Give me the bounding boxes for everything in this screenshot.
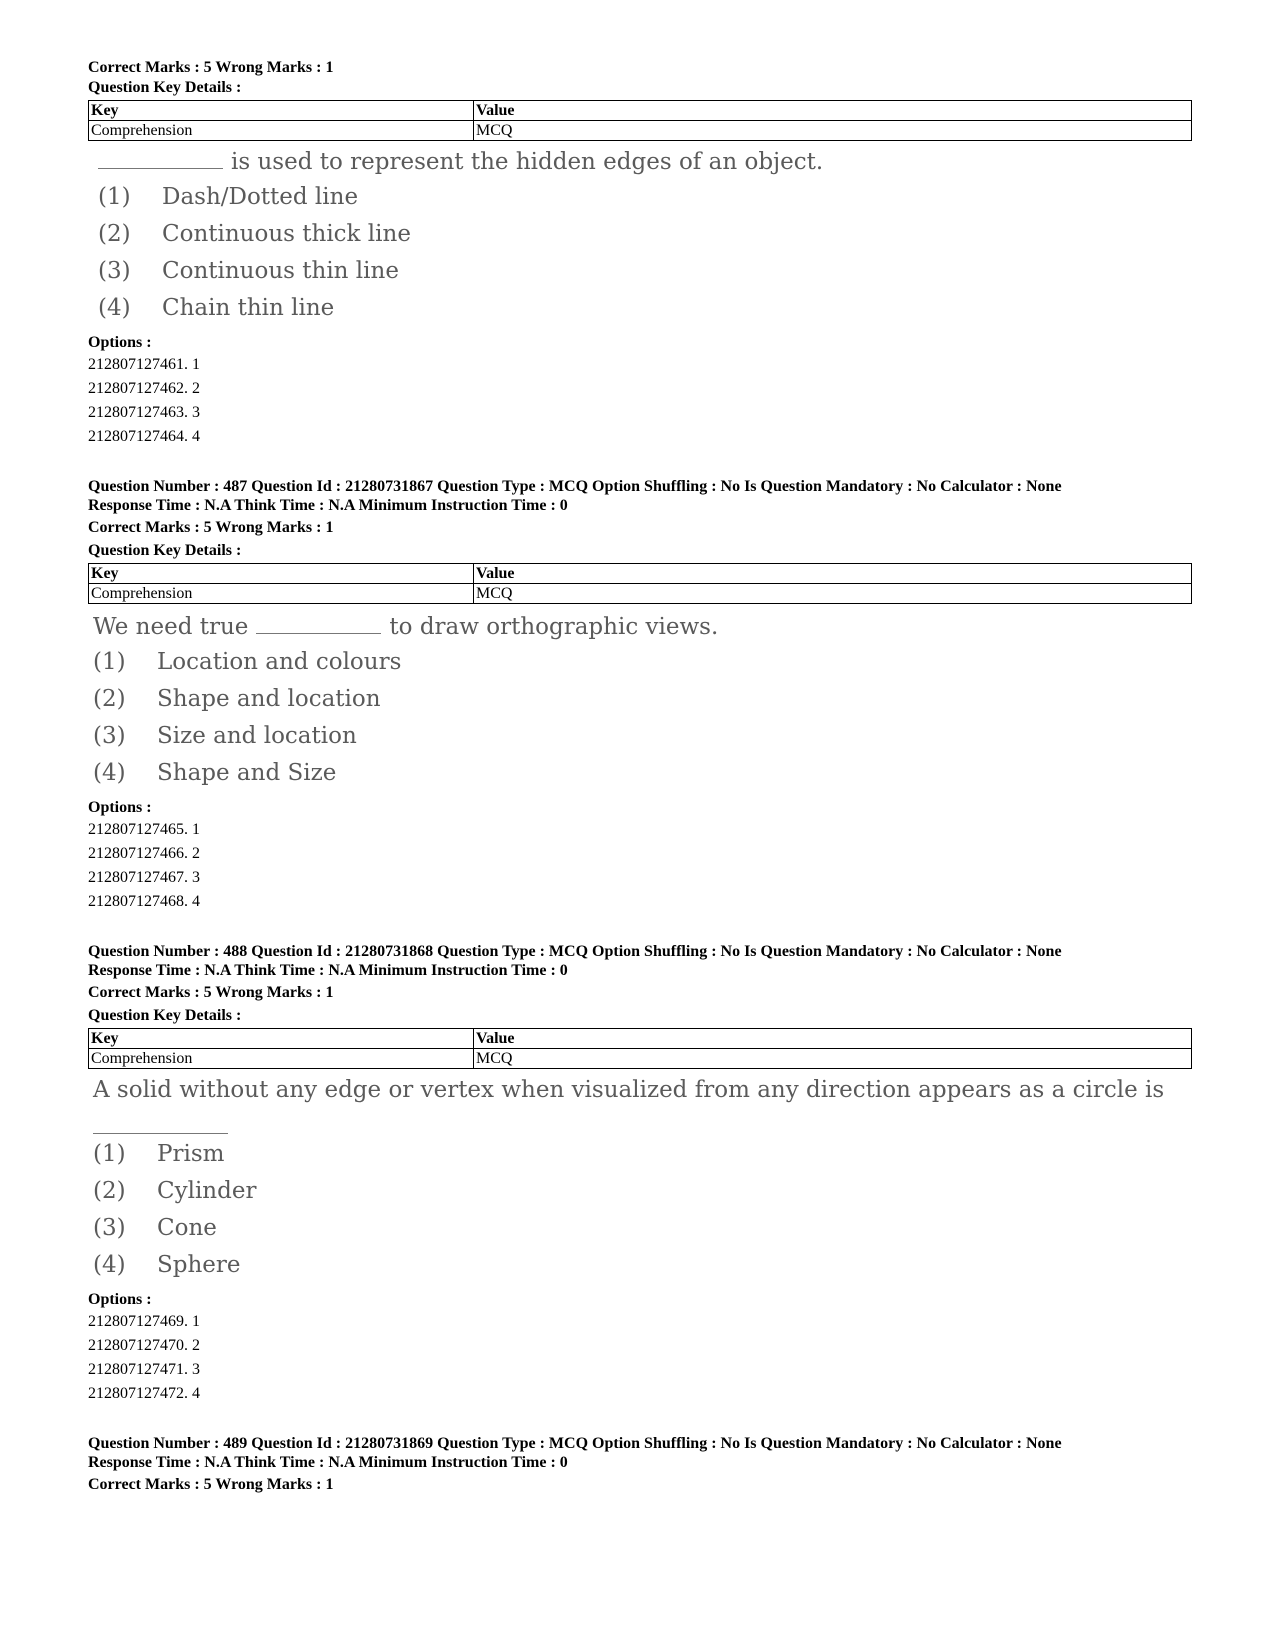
key-details-label: Question Key Details : <box>88 1007 242 1024</box>
fill-blank <box>256 611 381 634</box>
choice-1: (1) Prism <box>93 1141 225 1167</box>
table-header-row <box>89 1029 1192 1049</box>
question-image <box>88 1073 1193 1284</box>
choice-2: (2) Shape and location <box>93 686 381 712</box>
option-id: 212807127468. 4 <box>88 893 200 910</box>
marks-line: Correct Marks : 5 Wrong Marks : 1 <box>88 59 334 76</box>
value-header: Value <box>474 101 1192 121</box>
choice-2: (2) Cylinder <box>93 1178 257 1204</box>
question-489 <box>88 1434 1193 1495</box>
options-block <box>88 1290 1193 1406</box>
value-header: Value <box>474 1029 1192 1049</box>
question-text: We need true to draw orthographic views. <box>88 610 1193 644</box>
question-header: Question Number : 487 Question Id : 21280731867 Question Type : MCQ Option Shuffling : No Is Question Mandatory : No Calculator : None <box>88 478 1062 495</box>
choice-3: (3) Cone <box>93 1215 217 1241</box>
key-header: Key <box>89 1029 474 1049</box>
choice-4: (4) Chain thin line <box>98 295 335 321</box>
question-image <box>88 145 1193 327</box>
key-details-label: Question Key Details : <box>88 542 242 559</box>
value-cell: MCQ <box>474 1049 1192 1069</box>
options-block <box>88 798 1193 914</box>
value-cell: MCQ <box>474 121 1192 141</box>
options-label: Options : <box>88 799 152 816</box>
option-id: 212807127464. 4 <box>88 428 200 445</box>
option-id: 212807127465. 1 <box>88 821 200 838</box>
choice-1: (1) Location and colours <box>93 649 402 675</box>
options-label: Options : <box>88 334 152 351</box>
document-page <box>88 58 1193 1495</box>
marks-line: Correct Marks : 5 Wrong Marks : 1 <box>88 519 334 536</box>
key-cell: Comprehension <box>89 584 474 604</box>
key-header: Key <box>89 101 474 121</box>
question-text: A solid without any edge or vertex when visualized from any direction appears as a circle is <box>93 1077 1165 1103</box>
marks-line: Correct Marks : 5 Wrong Marks : 1 <box>88 1476 334 1493</box>
key-cell: Comprehension <box>89 121 474 141</box>
choice-4: (4) Shape and Size <box>93 760 337 786</box>
choice-3: (3) Size and location <box>93 723 357 749</box>
key-cell: Comprehension <box>89 1049 474 1069</box>
question-key-table <box>88 563 1192 604</box>
option-id: 212807127462. 2 <box>88 380 200 397</box>
question-image <box>88 610 1193 792</box>
option-id: 212807127463. 3 <box>88 404 200 421</box>
question-timing: Response Time : N.A Think Time : N.A Minimum Instruction Time : 0 <box>88 962 568 979</box>
marks-line: Correct Marks : 5 Wrong Marks : 1 <box>88 984 334 1001</box>
options-block <box>88 333 1193 449</box>
question-488 <box>88 942 1193 1406</box>
question-key-table <box>88 1028 1192 1069</box>
question-486 <box>88 58 1193 449</box>
question-487 <box>88 477 1193 914</box>
option-id: 212807127466. 2 <box>88 845 200 862</box>
option-id: 212807127472. 4 <box>88 1385 200 1402</box>
choice-2: (2) Continuous thick line <box>98 221 411 247</box>
key-header: Key <box>89 564 474 584</box>
value-cell: MCQ <box>474 584 1192 604</box>
option-id: 212807127470. 2 <box>88 1337 200 1354</box>
option-id: 212807127469. 1 <box>88 1313 200 1330</box>
fill-blank <box>93 1107 228 1134</box>
question-key-table <box>88 100 1192 141</box>
table-row <box>89 584 1192 604</box>
table-row <box>89 121 1192 141</box>
question-timing: Response Time : N.A Think Time : N.A Minimum Instruction Time : 0 <box>88 1454 568 1471</box>
option-id: 212807127461. 1 <box>88 356 200 373</box>
question-header: Question Number : 489 Question Id : 21280731869 Question Type : MCQ Option Shuffling : No Is Question Mandatory : No Calculator : None <box>88 1435 1062 1452</box>
table-header-row <box>89 101 1192 121</box>
options-label: Options : <box>88 1291 152 1308</box>
table-row <box>89 1049 1192 1069</box>
choice-4: (4) Sphere <box>93 1252 241 1278</box>
question-header: Question Number : 488 Question Id : 21280731868 Question Type : MCQ Option Shuffling : No Is Question Mandatory : No Calculator : None <box>88 943 1062 960</box>
choice-3: (3) Continuous thin line <box>98 258 399 284</box>
key-details-label: Question Key Details : <box>88 79 242 96</box>
question-timing: Response Time : N.A Think Time : N.A Minimum Instruction Time : 0 <box>88 497 568 514</box>
question-text: is used to represent the hidden edges of an object. <box>88 145 1193 179</box>
fill-blank <box>98 146 223 169</box>
value-header: Value <box>474 564 1192 584</box>
option-id: 212807127471. 3 <box>88 1361 200 1378</box>
choice-1: (1) Dash/Dotted line <box>98 184 359 210</box>
option-id: 212807127467. 3 <box>88 869 200 886</box>
table-header-row <box>89 564 1192 584</box>
